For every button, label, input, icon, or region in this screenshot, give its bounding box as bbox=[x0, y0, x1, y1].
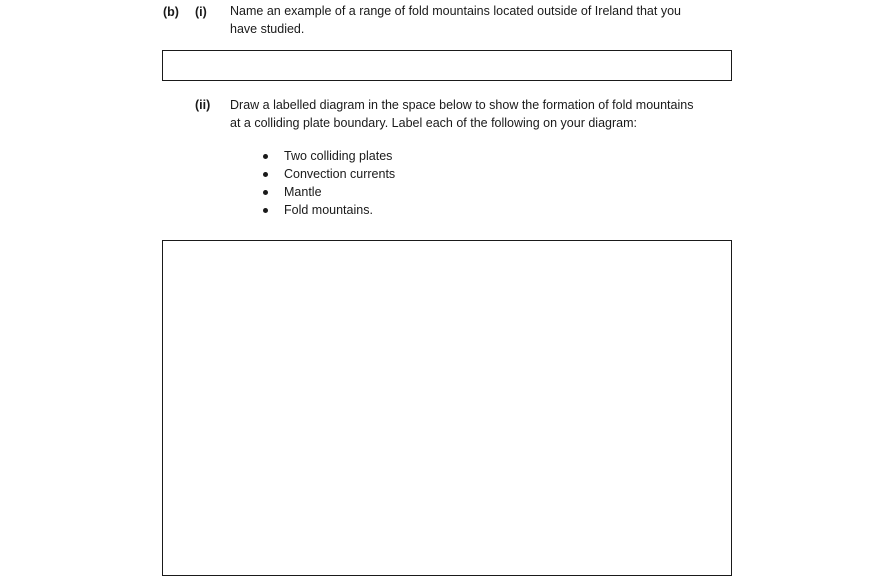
short-answer-box[interactable] bbox=[162, 50, 732, 81]
list-item bbox=[262, 201, 395, 219]
bullet-icon bbox=[263, 172, 268, 177]
list-item-text: Two colliding plates bbox=[284, 149, 393, 163]
list-item-text: Convection currents bbox=[284, 167, 396, 181]
bullet-icon bbox=[263, 154, 268, 159]
list-item bbox=[262, 183, 395, 201]
list-item bbox=[262, 147, 395, 165]
part-b-label: (b) bbox=[163, 5, 179, 19]
sub-question-i-label: (i) bbox=[195, 5, 207, 19]
list-item bbox=[262, 165, 395, 183]
sub-question-i-text bbox=[230, 3, 730, 38]
list-item-text: Mantle bbox=[284, 185, 322, 199]
bullet-icon bbox=[263, 208, 268, 213]
sub-question-i-line-1: Name an example of a range of fold mountains located outside of Ireland that you bbox=[230, 4, 681, 18]
sub-question-ii-line-2: at a colliding plate boundary. Label each of the following on your diagram: bbox=[230, 115, 637, 130]
diagram-drawing-area[interactable] bbox=[162, 240, 732, 576]
sub-question-i-line-2: have studied. bbox=[230, 21, 305, 36]
bullet-icon bbox=[263, 190, 268, 195]
list-item-text: Fold mountains. bbox=[284, 203, 373, 217]
sub-question-ii-label: (ii) bbox=[195, 98, 211, 112]
label-requirements-list bbox=[262, 147, 395, 219]
sub-question-ii-text bbox=[230, 97, 750, 132]
sub-question-ii-line-1: Draw a labelled diagram in the space below to show the formation of fold mountains bbox=[230, 98, 694, 112]
